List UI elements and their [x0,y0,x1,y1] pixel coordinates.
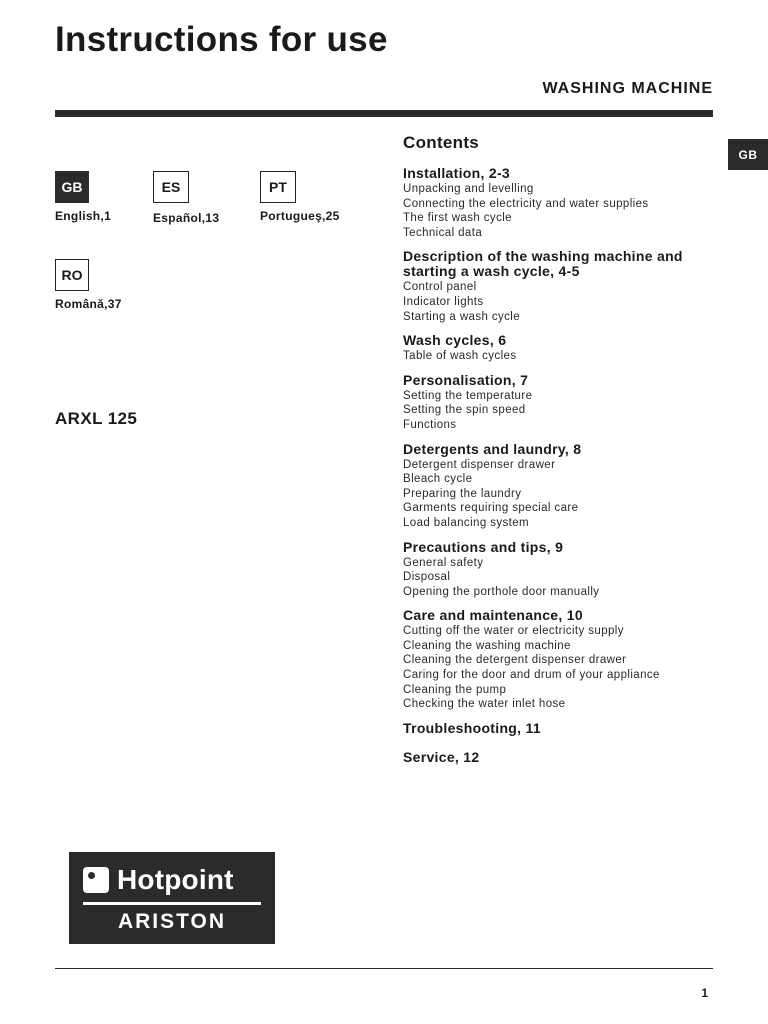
section-item[interactable]: Setting the spin speed [403,404,526,417]
section-item[interactable]: Cleaning the pump [403,683,507,696]
contents-section [403,333,723,364]
section-item[interactable]: Unpacking and levelling [403,183,534,195]
section-title[interactable]: Installation, 2-3 [403,165,511,181]
language-pt[interactable] [260,171,380,223]
language-code-box[interactable]: PT [260,171,296,203]
section-item[interactable]: Starting a wash cycle [403,310,521,323]
contents-section [403,750,723,765]
top-divider [55,110,713,117]
language-label: English,1 [55,209,112,223]
hotpoint-ariston-logo [69,852,275,944]
section-title[interactable]: Care and maintenance, 10 [403,607,583,624]
page-number: 1 [701,986,708,1000]
section-item[interactable]: Table of wash cycles [403,350,517,363]
model-number: ARXL 125 [55,409,138,428]
hotpoint-logo-mark-icon [83,867,109,893]
language-code-box[interactable]: GB [55,171,89,203]
section-item[interactable]: Indicator lights [403,295,484,308]
section-item[interactable]: The first wash cycle [403,212,512,225]
section-item[interactable]: Checking the water inlet hose [403,698,566,711]
page-title: Instructions for use [55,20,388,59]
language-label: Portugueş,25 [260,209,340,223]
contents-section [403,721,723,736]
section-title[interactable]: Troubleshooting, 11 [403,719,541,736]
section-item-list [403,280,723,324]
section-item-list [403,349,723,364]
section-item[interactable]: Caring for the door and drum of your appliance [403,669,660,682]
document-subtitle: WASHING MACHINE [542,80,713,97]
logo-sub-text: ARISTON [117,910,227,933]
section-item-list [403,556,723,600]
section-title[interactable]: Wash cycles, 6 [403,332,507,349]
contents-section [403,373,723,433]
section-item-list [403,389,723,433]
section-item[interactable]: Load balancing system [403,516,530,529]
contents-section [403,540,723,600]
section-title[interactable]: Detergents and laundry, 8 [403,440,582,457]
bottom-divider [55,968,713,969]
logo-top-row [83,862,234,898]
contents-heading: Contents [403,133,480,152]
section-item[interactable]: Cleaning the detergent dispenser drawer [403,654,627,667]
section-item[interactable]: Control panel [403,281,477,294]
language-label: Română,37 [55,297,122,311]
section-item[interactable]: Cutting off the water or electricity supply [403,625,624,638]
language-code-box[interactable]: ES [153,171,189,203]
language-ro[interactable] [55,259,175,311]
language-code-box[interactable]: RO [55,259,89,291]
language-label: Español,13 [153,211,220,225]
logo-brand-text: Hotpoint [117,864,234,895]
contents-section [403,166,723,240]
section-item[interactable]: Cleaning the washing machine [403,639,571,652]
table-of-contents [403,133,723,774]
section-item[interactable]: Disposal [403,571,451,584]
section-item[interactable]: Garments requiring special care [403,502,579,515]
section-item-list [403,458,723,531]
section-title[interactable]: Personalisation, 7 [403,371,529,388]
section-item[interactable]: Connecting the electricity and water supplies [403,197,649,210]
logo-divider [83,902,261,905]
section-title[interactable]: Precautions and tips, 9 [403,538,564,555]
section-item[interactable]: Bleach cycle [403,473,473,486]
language-es[interactable] [153,171,273,225]
contents-section [403,249,723,324]
section-item-list [403,624,723,712]
language-side-tab[interactable]: GB [728,139,768,170]
section-item[interactable]: Functions [403,418,457,431]
section-title[interactable]: Description of the washing machine and starting a wash cycle, 4-5 [403,248,683,280]
section-title[interactable]: Service, 12 [403,748,480,765]
section-item[interactable]: Opening the porthole door manually [403,585,600,598]
section-item[interactable]: Setting the temperature [403,389,533,402]
contents-sections [403,166,723,765]
contents-section [403,608,723,712]
section-item[interactable]: Technical data [403,226,483,239]
section-item[interactable]: Detergent dispenser drawer [403,458,556,471]
section-item-list [403,182,723,240]
section-item[interactable]: Preparing the laundry [403,487,522,500]
section-item[interactable]: General safety [403,556,484,569]
contents-section [403,442,723,531]
